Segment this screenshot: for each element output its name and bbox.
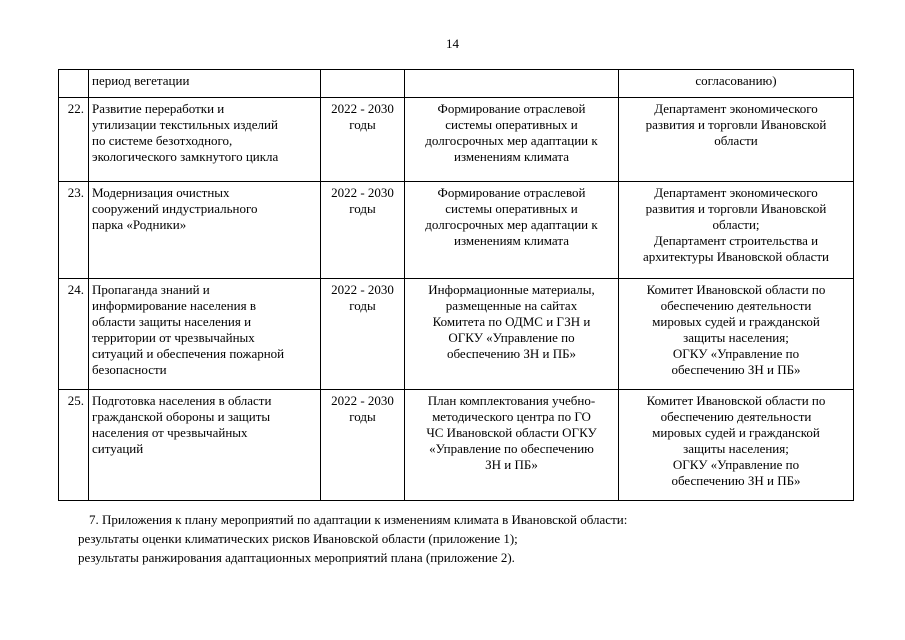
measure-period: 2022 - 2030 годы	[321, 98, 405, 182]
appendix-item: результаты ранжирования адаптационных мероприятий плана (приложение 2).	[78, 550, 515, 565]
row-number: 23.	[59, 182, 89, 279]
table-row	[59, 98, 854, 182]
appendices-paragraph	[78, 510, 849, 567]
page-number: 14	[446, 36, 459, 51]
table-row-continuation	[59, 70, 854, 98]
measure-name: период вегетации	[89, 70, 321, 98]
measure-responsible: Комитет Ивановской области по обеспечению деятельности мировых судей и гражданской защиты населения; ОГКУ «Управление по обеспечению ЗН и ПБ»	[619, 279, 854, 390]
measure-responsible: Департамент экономического развития и торговли Ивановской области	[619, 98, 854, 182]
measure-responsible: Комитет Ивановской области по обеспечению деятельности мировых судей и гражданской защиты населения; ОГКУ «Управление по обеспечению ЗН и ПБ»	[619, 390, 854, 501]
row-number	[59, 70, 89, 98]
measure-result: Формирование отраслевой системы оперативных и долгосрочных мер адаптации к изменениям климата	[405, 98, 619, 182]
measure-result: План комплектования учебно- методического центра по ГО ЧС Ивановской области ОГКУ «Управление по обеспечению ЗН и ПБ»	[405, 390, 619, 501]
measure-name: Подготовка населения в области гражданской обороны и защиты населения от чрезвычайных ситуаций	[89, 390, 321, 501]
appendices-heading: 7. Приложения к плану мероприятий по адаптации к изменениям климата в Ивановской области:	[89, 512, 628, 527]
appendix-item: результаты оценки климатических рисков Ивановской области (приложение 1);	[78, 531, 518, 546]
measure-result: Формирование отраслевой системы оперативных и долгосрочных мер адаптации к изменениям климата	[405, 182, 619, 279]
table-row	[59, 390, 854, 501]
measure-responsible: Департамент экономического развития и торговли Ивановской области; Департамент строительства и архитектуры Ивановской области	[619, 182, 854, 279]
measure-period: 2022 - 2030 годы	[321, 390, 405, 501]
measure-name: Развитие переработки и утилизации текстильных изделий по системе безотходного, экологического замкнутого цикла	[89, 98, 321, 182]
table-row	[59, 279, 854, 390]
row-number: 22.	[59, 98, 89, 182]
table-row	[59, 182, 854, 279]
measure-name: Модернизация очистных сооружений индустриального парка «Родники»	[89, 182, 321, 279]
measures-table	[58, 69, 854, 501]
measure-name: Пропаганда знаний и информирование населения в области защиты населения и территории от чрезвычайных ситуаций и обеспечения пожарной безопасности	[89, 279, 321, 390]
measure-responsible: согласованию)	[619, 70, 854, 98]
measure-result: Информационные материалы, размещенные на сайтах Комитета по ОДМС и ГЗН и ОГКУ «Управление по обеспечению ЗН и ПБ»	[405, 279, 619, 390]
row-number: 24.	[59, 279, 89, 390]
measure-period: 2022 - 2030 годы	[321, 182, 405, 279]
row-number: 25.	[59, 390, 89, 501]
measure-result	[405, 70, 619, 98]
measure-period	[321, 70, 405, 98]
measure-period: 2022 - 2030 годы	[321, 279, 405, 390]
